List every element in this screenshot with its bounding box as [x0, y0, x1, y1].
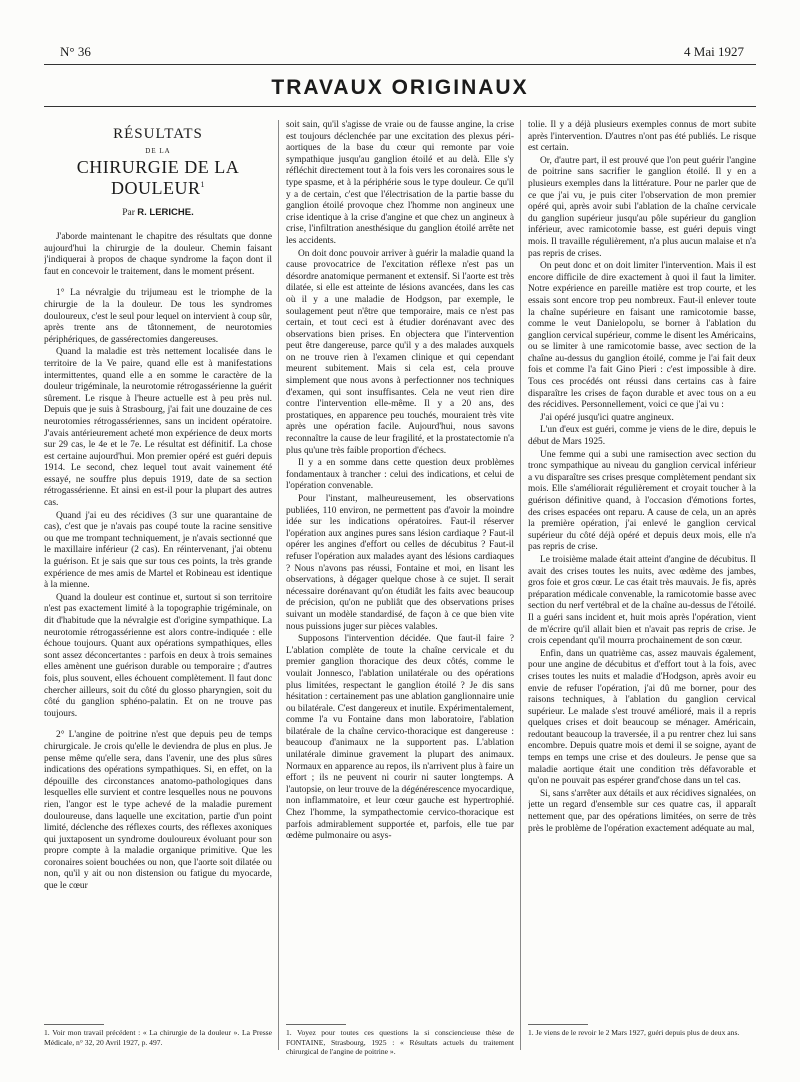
- paragraph: Pour l'instant, malheureusement, les observations publiées, 110 environ, ne permettent pas d'avoir la moindre idée sur les indications opératoires. Faut-il réserver l'opération aux angines pures sans lésion cardiaque ? Faut-il opérer les angines d'effort ou celles de décubitus ? Faut-il refuser l'opération aux malades ayant des lésions cardiaques ? Nous n'avons pas réussi, Fontaine et moi, en lisant les observations, à dégager quelque chose à ce sujet. Il serait nécessaire dorénavant qu'on étudiât les faits avec beaucoup de précision, qu'on ne publiât que des observations prises suivant un modèle standardisé, de façon à ce que bien vite nous puissions juger sur pièces valables.: [286, 494, 514, 632]
- paragraph: Quand j'ai eu des récidives (3 sur une quarantaine de cas), c'est que je n'avais pas coupé toute la racine sensitive ou que me trompant techniquement, je n'avais sectionné que le maxillaire inférieur (2 cas). En réintervenant, j'ai obtenu la guérison. Et je sais que sur tous ces points, la très grande expérience de mes amis de Martel et Robineau est identique à la mienne.: [44, 510, 272, 591]
- column-3: [528, 120, 756, 1025]
- paragraph: On doit donc pouvoir arriver à guérir la maladie quand la cause provocatrice de l'excitation réflexe n'est pas un désordre anatomique permanent et extensif. Si l'aorte est très dilatée, si elle est atteinte de lésions avancées, dans les cas où il y a une maladie de Hodgson, par exemple, le soulagement peut n'être que temporaire, mais ce n'est pas certain, et tout ceci est à étudier dorénavant avec des observations bien prises. En objectera que l'intervention peut être dangereuse, parce qu'il y a des malades auxquels on ne trouve rien à l'examen clinique et qui cependant meurent subitement. Mais si cela est, cela prouve simplement que nous avons à perfectionner nos techniques d'examen, qui sont insuffisantes. Cela ne veut rien dire contre l'intervention elle-même. Il y a 20 ans, des prostatiques, en apparence peu touchés, mouraient très vite après une opération facile. Aujourd'hui, nous savons reconnaître la cause de leur fragilité, et la prostatectomie n'a plus qu'une très faible proportion d'échecs.: [286, 248, 514, 456]
- paragraph: Le troisième malade était atteint d'angine de décubitus. Il avait des crises toutes les nuits, avec œdème des jambes, gros foie et gros cœur. Le cas était très mauvais. Je fis, après préparation médicale convenable, la ramicotomie basse avec section du nerf vertébral et de la chaîne au-dessus de l'étoilé. Il a guéri sans incident et, huit mois après l'opération, vient de m'écrire qu'il allait bien et n'avait pas repris de crise. Je crois cependant qu'il mourra prochainement de son cœur.: [528, 554, 756, 647]
- column-divider: [520, 120, 521, 1050]
- paragraph: Si, sans s'arrêter aux détails et aux récidives signalées, on jette un regard d'ensemble sur ces quatre cas, il apparaît nettement que, par des opérations limitées, on serre de très près le problème de l'opération exactement adéquate au mal,: [528, 788, 756, 834]
- footnote: 1. Voir mon travail précédent : « La chirurgie de la douleur ». La Presse Médicale, n° 32, 20 Avril 1927, p. 497.: [44, 1028, 272, 1047]
- footnote: 1. Voyez pour toutes ces questions la si consciencieuse thèse de FONTAINE, Strasbourg, 1925 : « Résultats actuels du traitement chirurgical de l'angine de poitrine ».: [286, 1028, 514, 1057]
- footnote-rule: [44, 1024, 104, 1025]
- author-name: R. LERICHE.: [137, 207, 194, 218]
- section-title: TRAVAUX ORIGINAUX: [271, 76, 529, 99]
- column-2: [286, 120, 514, 1025]
- article-title-line1: RÉSULTATS: [113, 126, 203, 142]
- article-title-line2: DE LA: [145, 147, 171, 155]
- paragraph: On peut donc et on doit limiter l'intervention. Mais il est encore difficile de dire exactement à quoi il faut la limiter. Notre expérience en pareille matière est trop courte, et les essais sont encore trop peu nombreux. Faut-il enlever toute la chaîne supérieure en faisant une ramicotomie basse, comme le veut Danielopolu, se borner à l'ablation du ganglion cervical supérieur, comme le disent les Américains, ou se limiter à une ramicotomie basse, avec section de la chaîne au-dessus du ganglion étoilé, comme je l'ai fait deux fois et comme l'a fait Gino Pieri : c'est impossible à dire. Tous ces procédés ont réussi dans certains cas à faire disparaître les crises de façon durable et avec tous on a eu des récidives. Personnellement, voici ce que j'ai vu :: [528, 261, 756, 411]
- column-divider: [278, 120, 279, 1050]
- footnote-rule: [286, 1024, 346, 1025]
- paragraph: Quand la douleur est continue et, surtout si son territoire n'est pas exactement limité à la topographie trigéminale, on dit d'habitude que la névralgie est d'origine sympathique. La neurotomie rétrogassérienne est alors contre-indiquée : elle échoue toujours. Quant aux opérations sympathiques, elles sont assez déconcertantes : parfois en deux à trois semaines elles amènent une guérison durable ou temporaire ; d'autres fois, plus souvent, elles échouent complètement. Il faut donc chercher ailleurs, soit du côté du glosso pharyngien, soit du côté du ganglion sphéno-palatin. Et on ne trouve pas toujours.: [44, 592, 272, 719]
- issue-number: N° 36: [60, 44, 91, 59]
- paragraph: soit sain, qu'il s'agisse de vraie ou de fausse angine, la crise est toujours déclenchée par une excitation des plexus péri-aortiques de la base du cœur qui remonte par voie sympathique jusqu'au ganglion étoilé et au delà. Elle s'y réfléchit directement tout à la fois vers les coronaires sous le type spasme, et à la périphérie sous le type douleur. Ce qu'il y a de certain, c'est que l'électrisation de la partie basse du ganglion étoilé provoque chez l'homme non angineux une crise identique à la crise d'angine et que chez un angineux à crise, l'infiltration anesthésique du ganglion étoilé arrête net les accidents.: [286, 120, 514, 246]
- paragraph: L'un d'eux est guéri, comme je viens de le dire, depuis le début de Mars 1925.: [528, 425, 756, 448]
- issue-date: 4 Mai 1927: [684, 44, 744, 59]
- paragraph: Enfin, dans un quatrième cas, assez mauvais également, pour une angine de décubitus et d'effort tout à la fois, avec crises toutes les nuits et maladie d'Hodgson, après avoir eu envie de refuser l'opération, j'ai dû me borner, pour des raisons techniques, à l'ablation du ganglion cervical supérieur. Le malade s'est trouvé amélioré, mais il a repris quelques crises et doit beaucoup se ménager. Américain, redoutant beaucoup la traversée, il a pu rentrer chez lui sans encombre. Depuis quatre mois et demi il se soigne, ayant de temps en temps une crise et des douleurs. Je pense que sa maladie aortique était une condition très défavorable et qu'on ne pouvait pas espérer grand'chose dans un tel cas.: [528, 648, 756, 787]
- column-1: [44, 120, 272, 1025]
- article-author: Par R. LERICHE.: [122, 207, 194, 218]
- paragraph: Supposons l'intervention décidée. Que faut-il faire ? L'ablation complète de toute la chaîne cervicale et du premier ganglion thoracique des deux côtés, comme le voulait Jonnesco, l'ablation unilatérale ou des opérations plus limitées, respectant le ganglion étoilé ? Je dis sans hésitation : certainement pas une ablation ganglionnaire unie ou bilatérale. C'est dangereux et inutile. Expérimentalement, comme l'a vu Fontaine dans mon laboratoire, l'ablation bilatérale de la chaîne cervico-thoracique est dangereuse : beaucoup d'animaux ne la supportent pas. L'ablation unilatérale diminue gravement la plupart des animaux. Normaux en apparence au repos, ils n'arrivent plus à faire un effort ; ils ne peuvent ni courir ni sauter longtemps. A l'autopsie, on leur trouve de la dégénérescence myocardique, non inflammatoire, et leur cœur gauche est hypertrophié. Chez l'homme, la sympathectomie cervico-thoracique est parfois admirablement supportée et, parfois, elle tue par œdème pulmonaire ou asys-: [286, 634, 514, 842]
- paragraph: Il y a en somme dans cette question deux problèmes fondamentaux à trancher : celui des indications, et celui de l'opération convenable.: [286, 458, 514, 492]
- paragraph: Une femme qui a subi une ramisection avec section du tronc sympathique au niveau du ganglion cervical inférieur a vu disparaître ses crises presque complètement pendant six mois. Elle s'améliorait régulièrement et croyait toucher à la guérison définitive quand, à l'occasion d'émotions fortes, des crises espacées ont reparu. A cause de cela, un an après la première opération, j'ai enlevé le ganglion cervical supérieur du côté déjà opéré et depuis deux mois, elle n'a pas repris de crise.: [528, 449, 756, 553]
- header-rule-top: [44, 64, 756, 65]
- footnote-rule: [528, 1024, 588, 1025]
- title-footnote-mark: 1: [200, 180, 205, 189]
- paragraph: Or, d'autre part, il est prouvé que l'on peut guérir l'angine de poitrine sans sacrifier le ganglion étoilé. Il y en a plusieurs exemples dans la littérature. Pour ne parler que de ce que j'ai vu, je puis citer l'observation de mon premier opéré qui, après avoir subi l'ablation de la chaîne cervicale du ganglion supérieur jusqu'au pôle supérieur du ganglion inférieur, avec ramicotomie basse, est guéri depuis vingt mois. Il travaille régulièrement, n'a plus aucun malaise et n'a pas repris de crises.: [528, 155, 756, 259]
- paragraph: tolie. Il y a déjà plusieurs exemples connus de mort subite après l'intervention. D'autres n'ont pas été publiés. Le risque est certain.: [528, 120, 756, 154]
- paragraph: Quand la maladie est très nettement localisée dans le territoire de la Ve paire, quand elle est à manifestations intermittentes, quand elle a en somme le caractère de la douleur trigéminale, la neurotomie rétrogassérienne la guérit sûrement. Le risque à l'heure actuelle est à peu près nul. Depuis que je suis à Strasbourg, j'ai fait une douzaine de ces neurotomies rétrogassériennes, sans un incident opératoire. J'avais antérieurement acheté mon expérience de deux morts sur 29 cas, le 4e et le 7e. Le résultat est définitif. La chose est certaine aujourd'hui. Mon premier opéré est guéri depuis 1914. Le second, chez lequel tout avait vainement été essayé, ne souffre plus depuis 1919, date de sa section rétrogassérienne. Et ainsi en est-il pour la plupart des autres cas.: [44, 347, 272, 509]
- paragraph: 1° La névralgie du trijumeau est le triomphe de la chirurgie de la la douleur. De tous les syndromes douloureux, c'est le seul pour lequel on intervient à coup sûr, après trente ans de tâtonnement, de neurotomies périphériques, de gassérectomies dangereuses.: [44, 288, 272, 345]
- paragraph: J'aborde maintenant le chapitre des résultats que donne aujourd'hui la chirurgie de la douleur. Chemin faisant j'indiquerai à propos de chaque syndrome la façon dont il faut en concevoir le traitement, dans le moment présent.: [44, 232, 272, 277]
- paragraph: J'ai opéré jusqu'ici quatre angineux.: [540, 412, 674, 423]
- paragraph: 2° L'angine de poitrine n'est que depuis peu de temps chirurgicale. Je crois qu'elle le deviendra de plus en plus. Je pense même qu'elle sera, dans l'avenir, une des plus sûres indications des opérations sympathiques. Si, en effet, on la dépouille des circonstances anatomo-pathologiques dans lesquelles elle survient et contre lesquelles nous ne pouvons rien, l'angor est le type achevé de la maladie purement douloureuse, dans laquelle une excitation, partie d'un point limité, déclenche des réflexes courts, des réflexes axoniques qui juxtaposent un syndrome douloureux évoluant pour son propre compte à la maladie organique primitive. Que les coronaires soient bouchées ou non, que l'aorte soit dilatée ou non, qu'il y ait ou non distension ou fatigue du myocarde, que le cœur: [44, 730, 272, 892]
- footnote: 1. Je viens de le revoir le 2 Mars 1927, guéri depuis plus de deux ans.: [528, 1028, 740, 1037]
- header-rule-bottom: [44, 106, 756, 107]
- article-title-line3: CHIRURGIE DE LA DOULEUR$^1$: [76, 157, 240, 198]
